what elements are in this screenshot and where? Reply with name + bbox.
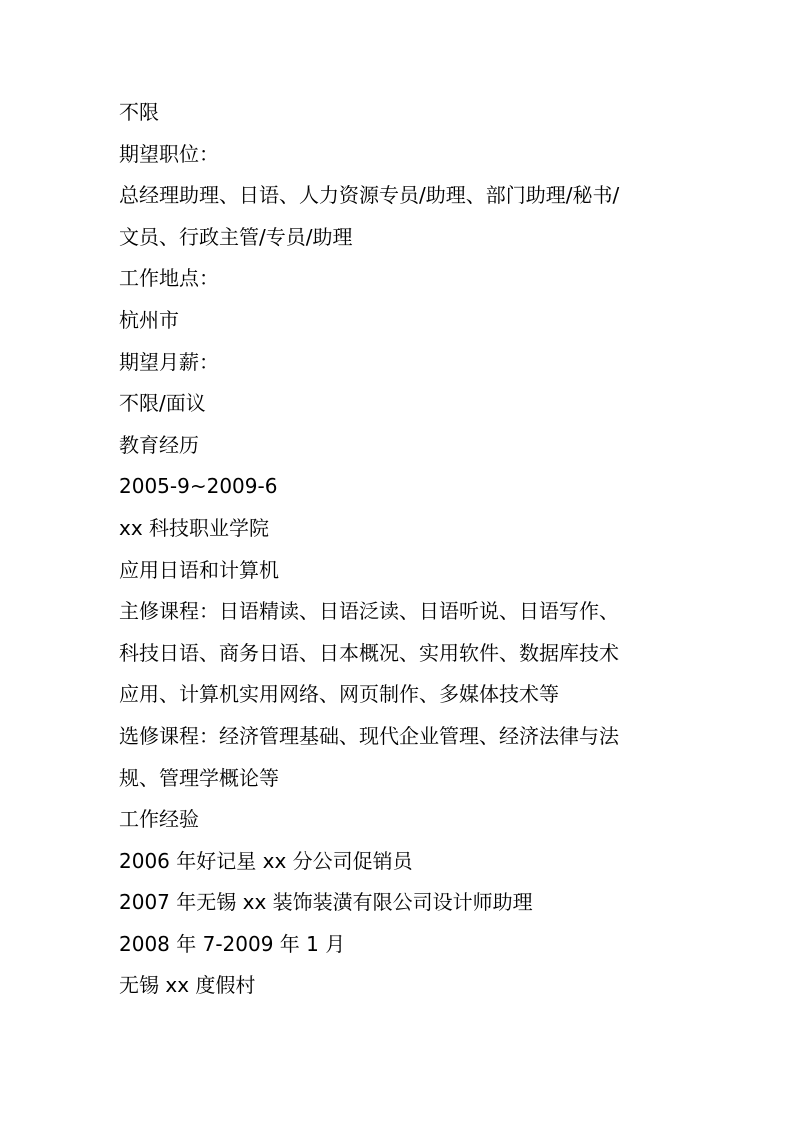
desired-salary-label: 期望月薪： [119, 349, 219, 374]
elective-courses-line-1: 选修课程：经济管理基础、现代企业管理、经济法律与法 [119, 723, 619, 748]
education-period: 2005-9~2009-6 [119, 474, 278, 499]
education-major: 应用日语和计算机 [119, 557, 279, 582]
work-location-value: 杭州市 [119, 307, 179, 332]
work-experience-item-2: 2007 年无锡 xx 装饰装潢有限公司设计师助理 [119, 890, 533, 915]
elective-courses-line-2: 规、管理学概论等 [119, 765, 279, 790]
salary-value-unlimited: 不限 [119, 100, 159, 124]
desired-position-label: 期望职位： [119, 141, 219, 166]
resume-body [119, 92, 699, 1007]
work-experience-item-3-period: 2008 年 7-2009 年 1 月 [119, 931, 346, 956]
education-heading: 教育经历 [119, 432, 199, 457]
work-experience-item-3-employer: 无锡 xx 度假村 [119, 973, 256, 998]
desired-position-value-line-2: 文员、行政主管/专员/助理 [119, 224, 353, 249]
major-courses-line-2: 科技日语、商务日语、日本概况、实用软件、数据库技术 [119, 640, 619, 665]
major-courses-line-1: 主修课程：日语精读、日语泛读、日语听说、日语写作、 [119, 599, 619, 624]
desired-position-value-line-1: 总经理助理、日语、人力资源专员/助理、部门助理/秘书/ [119, 183, 620, 208]
work-experience-item-1: 2006 年好记星 xx 分公司促销员 [119, 848, 413, 873]
work-location-label: 工作地点： [119, 266, 219, 291]
education-school: xx 科技职业学院 [119, 515, 270, 540]
major-courses-line-3: 应用、计算机实用网络、网页制作、多媒体技术等 [119, 682, 559, 707]
desired-salary-value: 不限/面议 [119, 391, 206, 416]
work-experience-heading: 工作经验 [119, 807, 199, 832]
